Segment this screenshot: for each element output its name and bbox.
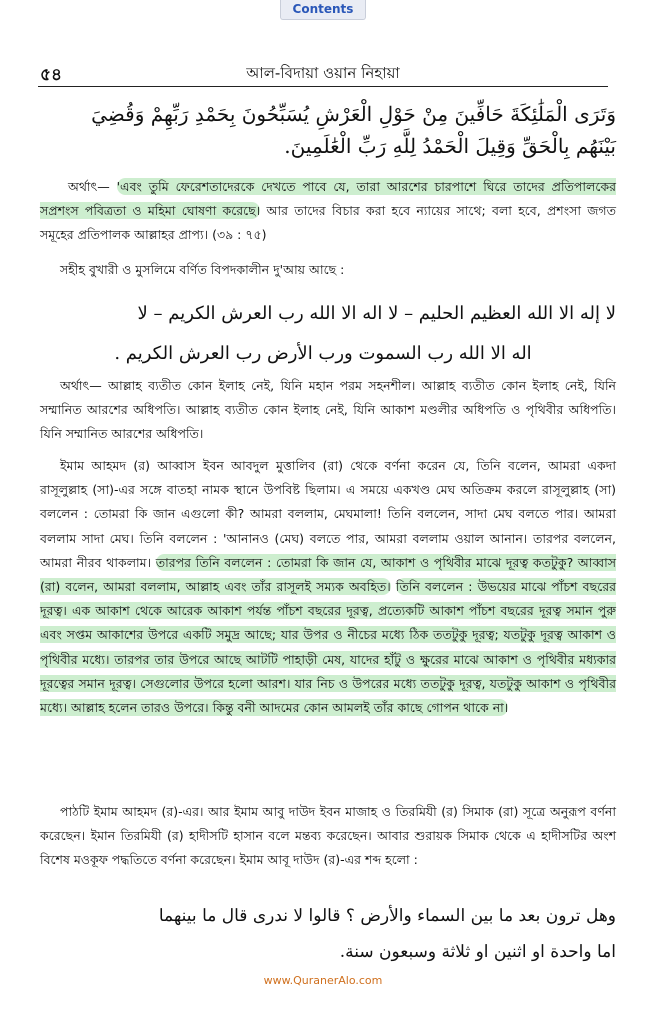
dua-intro: সহীহ বুখারী ও মুসলিমে বর্ণিত বিপদকালীন দু'আয় আছে :: [60, 262, 345, 277]
translation-paragraph: [40, 175, 616, 248]
arabic-verse-line: وَتَرَى الْمَلَٰئِكَةَ حَافِّينَ مِنْ حَوْلِ الْعَرْشِ يُسَبِّحُونَ بِحَمْدِ رَبِّهِمْ وَقُضِيَ: [91, 102, 616, 126]
arabic-dua: [30, 294, 616, 374]
highlighted-text: তিনি বললেন : উভয়ের মাঝে পাঁচশ বছরের দূরত্ব। এক আকাশ থেকে আরেক আকাশ পর্যন্ত পাঁচশ বছরের দূরত্ব, প্রত্যেকটি আকাশ পাঁচশ বছরের দূরত্ব সমান পুরু এবং সপ্তম আকাশের উপরে একটি সমুদ্র আছে; যার উপর ও নীচের মধ্যে ঠিক ততটুকু দূরত্ব; যতটুকু দূরত্ব আকাশ ও পৃথিবীর মধ্যে। তারপর তার উপরে আছে আটটি পাহাড়ী মেষ, যাদের হাঁটু ও ক্ষুরের মাঝে আকাশ ও পৃথিবীর মধ্যকার দূরত্বের সমান দূরত্ব। সেগুলোর উপরে হলো আরশ। যার নিচ ও উপরের মধ্যে ততটুকু দূরত্ব, যতটুকু আকাশ ও পৃথিবীর মধ্যে। আল্লাহ হলেন তারও উপরে। কিন্তু বনী আদমের কোন আমলই তাঁর কাছে গোপন থাকে না।: [40, 579, 616, 716]
arabic-dua-line: اله الا الله رب السموت ورب الأرض رب العرش الكريم .: [114, 343, 532, 364]
narration-paragraph: পাঠটি ইমাম আহমদ (র)-এর। আর ইমাম আবু দাউদ ইবন মাজাহ ও তিরমিযী (র) সিমাক (রা) সূত্রে অনুরূপ বর্ণনা করেছেন। ইমান তিরমিযী (র) হাদীসটি হাসান বলে মন্তব্য করেছেন। আবার শুরায়ক সিমাক থেকে এ হাদীসটির অংশ বিশেষ মওকূফ পদ্ধতিতে বর্ণনা করেছেন। ইমাম আবূ দাউদ (র)-এর শব্দ হলো :: [40, 804, 616, 868]
arabic-closing-line: وهل ترون بعد ما بين السماء والأرض ؟ قالوا لا ندرى قال ما بينهما: [158, 906, 616, 926]
arabic-verse: [30, 98, 616, 162]
footer-site-link[interactable]: www.QuranerAlo.com: [263, 974, 383, 987]
highlighted-text: তারপর তিনি বললেন : তোমরা কি জান যে, আকাশ ও পৃথিবীর মাঝে দূরত্ব কতটুকু? আব্বাস (রা) বলেন, আমরা বললাম, আল্লাহ এবং তাঁর রাসূলই সম্যক অবহিত।: [40, 554, 616, 595]
arabic-closing-line: اما واحدة او اثنين او ثلاثة وسبعون سنة.: [339, 942, 616, 962]
highlighted-text: 'এবং তুমি ফেরেশতাদেরকে দেখতে পাবে যে, তারা আরশের চারপাশে ঘিরে তাদের প্রতিপালকের সপ্রশংস পবিত্রতা ও মহিমা ঘোষণা করেছে।: [40, 179, 616, 219]
page-header: [0, 62, 646, 88]
arabic-dua-line: لا إله الا الله العظيم الحليم – لا اله الا الله رب العرش الكريم – لا: [137, 303, 616, 324]
header-rule: [38, 86, 608, 87]
hadith-paragraph: [40, 454, 616, 720]
dua-translation: অর্থাৎ— আল্লাহ ব্যতীত কোন ইলাহ নেই, যিনি মহান পরম সহনশীল। আল্লাহ ব্যতীত কোন ইলাহ নেই, যিনি সম্মানিত আরশের অধিপতি। আল্লাহ ব্যতীত কোন ইলাহ নেই, যিনি আকাশ মণ্ডলীর অধিপতি ও পৃথিবীর অধিপতি। যিনি সম্মানিত আরশের অধিপতি।: [40, 378, 616, 442]
arabic-verse-line: بَيْنَهُم بِالْحَقِّ وَقِيلَ الْحَمْدُ لِلَّهِ رَبِّ الْعَٰلَمِينَ.: [284, 134, 616, 158]
contents-button[interactable]: Contents: [280, 0, 367, 20]
page-number: ৫৪: [40, 65, 63, 85]
translation-text: আর তাদের বিচার করা হবে ন্যায়ের সাথে; বলা হবে, প্রশংসা জগত সমূহের প্রতিপালক আল্লাহর প্রাপ্য। (৩৯ : ৭৫): [40, 203, 616, 243]
running-title: আল-বিদায়া ওয়ান নিহায়া: [246, 64, 400, 82]
translation-prefix: অর্থাৎ—: [68, 179, 117, 194]
top-toolbar: [0, 0, 646, 22]
book-page: [0, 22, 646, 1023]
arabic-closing: [30, 898, 616, 970]
hadith-text: ইমাম আহমদ (র) আব্বাস ইবন আবদুল মুত্তালিব (রা) থেকে বর্ণনা করেন যে, তিনি বলেন, আমরা একদা রাসূলুল্লাহ (সা)-এর সঙ্গে বাতহা নামক স্থানে উপবিষ্ট ছিলাম। এ সময়ে একখণ্ড মেঘ অতিক্রম করলে রাসূলুল্লাহ (সা) বললেন : তোমরা কি জান এগুলো কী? আমরা বললাম, মেঘমালা! তিনি বললেন, সাদা মেঘ বলতে পার। আমরা বললাম সাদা মেঘ। তিনি বললেন : 'আনানও (মেঘ) বলতে পার, আমরা বললাম ওয়াল আনান। তারপর বললেন, আমরা নীরব থাকলাম।: [40, 458, 616, 570]
